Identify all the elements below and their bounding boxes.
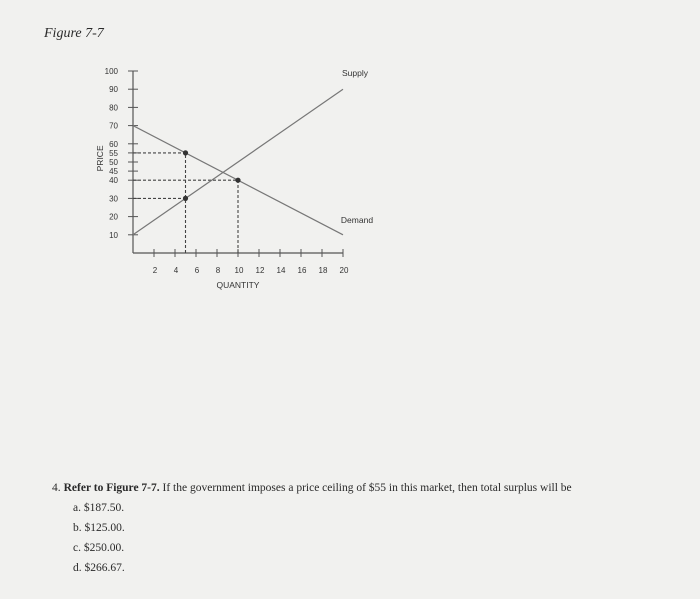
answer-options — [52, 498, 652, 579]
figure-title: Figure 7-7 — [44, 26, 104, 41]
option-b[interactable]: b. $125.00. — [73, 521, 125, 534]
data-point — [235, 178, 240, 183]
y-axis-label: PRICE — [95, 145, 105, 172]
question-body: If the government imposes a price ceiling of $55 in this market, then total surplus will be — [162, 482, 572, 494]
y-tick-label: 100 — [104, 67, 118, 76]
x-tick-label: 12 — [255, 266, 265, 275]
y-tick-label: 10 — [109, 230, 118, 240]
y-tick-label: 30 — [109, 194, 118, 204]
question-number: 4. — [52, 482, 61, 494]
data-point — [183, 150, 188, 155]
x-tick-label: 10 — [234, 266, 244, 275]
question-lead: Refer to Figure 7-7. — [63, 482, 160, 494]
x-tick-label: 6 — [194, 266, 200, 275]
y-tick-label: 50 — [109, 158, 118, 167]
question-text — [52, 480, 652, 498]
x-axis-label: QUANTITY — [216, 280, 260, 290]
y-tick-label: 70 — [109, 121, 118, 131]
y-tick-label: 40 — [109, 176, 118, 186]
y-tick-label: 45 — [109, 167, 118, 177]
y-tick-label: 60 — [109, 139, 118, 149]
x-tick-label: 16 — [297, 266, 307, 275]
y-tick-label: 90 — [109, 85, 118, 95]
x-tick-label: 14 — [276, 266, 286, 275]
option-d[interactable]: d. $266.67. — [73, 562, 125, 575]
y-tick-label: 20 — [109, 212, 118, 222]
demand-label: Demand — [340, 214, 374, 225]
option-c[interactable]: c. $250.00. — [73, 542, 125, 555]
y-tick-label: 80 — [109, 103, 118, 113]
x-tick-label: 4 — [173, 266, 179, 275]
x-tick-label: 8 — [215, 266, 221, 275]
x-tick-label: 18 — [318, 266, 328, 275]
x-tick-label: 20 — [339, 266, 349, 275]
option-a[interactable]: a. $187.50. — [73, 501, 125, 514]
y-tick-label: 55 — [109, 148, 118, 158]
question-block — [52, 480, 652, 578]
data-point — [183, 196, 188, 201]
x-tick-label: 2 — [152, 266, 158, 275]
supply-label: Supply — [342, 68, 368, 79]
